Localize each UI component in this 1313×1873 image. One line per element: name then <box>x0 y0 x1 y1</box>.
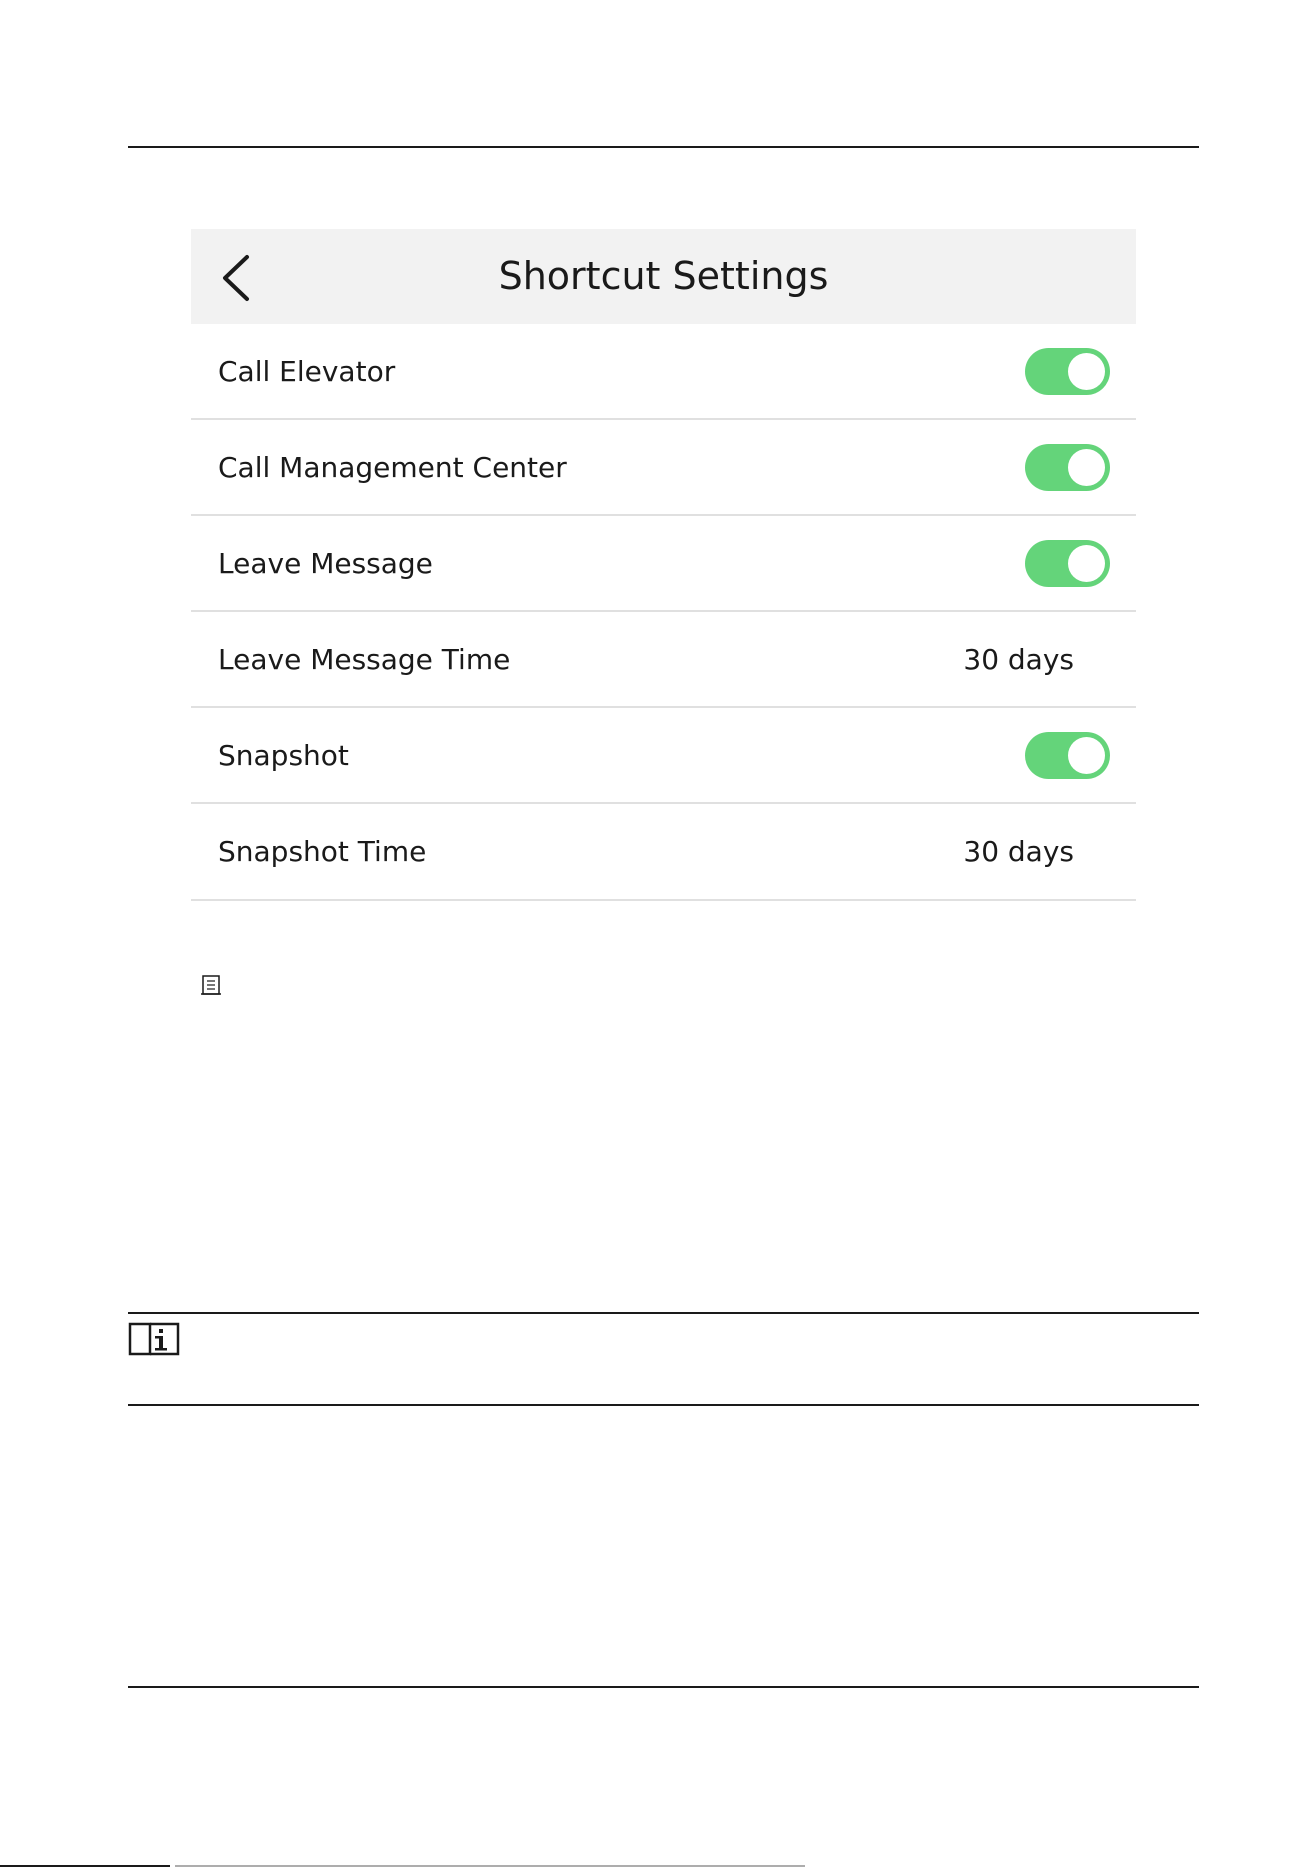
setting-row-call-elevator <box>191 324 1136 420</box>
screen-title: Shortcut Settings <box>498 254 829 298</box>
snapshot-toggle[interactable] <box>1025 732 1110 779</box>
setting-row-call-management-center <box>191 420 1136 516</box>
info-book-icon <box>128 1320 180 1358</box>
snapshot-time-value[interactable]: 30 days <box>963 835 1074 868</box>
setting-row-leave-message <box>191 516 1136 612</box>
setting-label: Leave Message <box>218 546 433 580</box>
setting-label: Call Elevator <box>218 354 396 388</box>
setting-label: Call Management Center <box>218 450 567 484</box>
shortcut-settings-screen <box>191 229 1136 906</box>
footer-fragment <box>0 1863 1313 1873</box>
call-management-center-toggle[interactable] <box>1025 444 1110 491</box>
leave-message-time-value[interactable]: 30 days <box>963 642 1074 676</box>
screen-header <box>191 229 1136 324</box>
leave-message-toggle[interactable] <box>1025 540 1110 587</box>
call-elevator-toggle[interactable] <box>1025 348 1110 395</box>
note-top-rule <box>128 1312 1199 1314</box>
note-bottom-rule <box>128 1404 1199 1406</box>
setting-label: Snapshot <box>218 738 349 772</box>
setting-row-snapshot-time[interactable] <box>191 804 1136 901</box>
header-rule <box>128 146 1199 148</box>
setting-label: Leave Message Time <box>218 642 511 676</box>
setting-row-leave-message-time[interactable] <box>191 612 1136 708</box>
setting-label: Snapshot Time <box>218 835 427 868</box>
note-icon <box>200 973 222 997</box>
setting-row-snapshot <box>191 708 1136 804</box>
footer-rule <box>128 1686 1199 1688</box>
